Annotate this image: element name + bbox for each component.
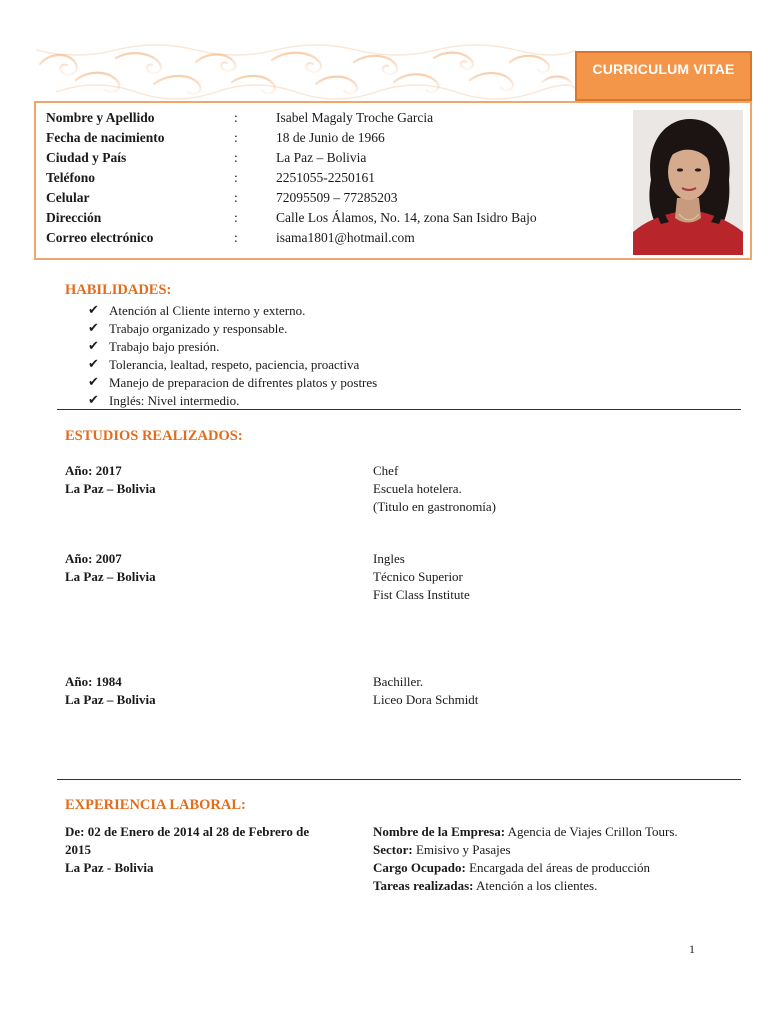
list-item: [88, 338, 588, 356]
study-year: Año: 2007: [65, 551, 122, 566]
decorative-swirl-banner: [36, 44, 576, 100]
personal-value: 2251055-2250161: [276, 170, 375, 185]
study-place: La Paz – Bolivia: [65, 481, 156, 496]
skill-text: Atención al Cliente interno y externo.: [109, 303, 306, 318]
personal-separator: :: [234, 110, 238, 125]
personal-value: Isabel Magaly Troche Garcia: [276, 110, 434, 125]
list-item: [88, 320, 588, 338]
experience-title: EXPERIENCIA LABORAL:: [65, 797, 246, 813]
personal-value: isama1801@hotmail.com: [276, 230, 415, 245]
skill-text: Trabajo organizado y responsable.: [109, 321, 288, 336]
study-entry-left: [65, 673, 156, 709]
list-item: [88, 392, 588, 410]
list-item: [88, 374, 588, 392]
personal-label: Fecha de nacimiento: [46, 130, 165, 145]
skill-text: Inglés: Nivel intermedio.: [109, 393, 240, 408]
list-item: [88, 302, 588, 320]
study-detail: Bachiller.: [373, 674, 424, 689]
study-detail: Técnico Superior: [373, 569, 463, 584]
experience-entry-left: [65, 823, 355, 877]
checkmark-icon: ✔: [88, 321, 99, 336]
detail-label: Sector:: [373, 842, 413, 857]
skills-list: [88, 302, 588, 410]
study-detail: Escuela hotelera.: [373, 481, 462, 496]
experience-detail-company: [373, 823, 678, 841]
skills-title: HABILIDADES:: [65, 282, 172, 298]
personal-separator: :: [234, 130, 238, 145]
detail-value: Atención a los clientes.: [473, 878, 598, 893]
personal-value: La Paz – Bolivia: [276, 150, 367, 165]
personal-label: Dirección: [46, 210, 102, 225]
detail-label: Tareas realizadas:: [373, 878, 474, 893]
detail-label: Cargo Ocupado:: [373, 860, 466, 875]
personal-separator: :: [234, 230, 238, 245]
experience-dates-cont: 2015: [65, 842, 91, 857]
study-detail: (Titulo en gastronomía): [373, 499, 497, 514]
personal-label: Ciudad y País: [46, 150, 127, 165]
experience-dates: De: 02 de Enero de 2014 al 28 de Febrero de: [65, 824, 310, 839]
profile-photo: [633, 110, 743, 255]
personal-label: Nombre y Apellido: [46, 110, 155, 125]
personal-separator: :: [234, 190, 238, 205]
personal-info-box: [34, 101, 752, 260]
study-entry-left: [65, 550, 156, 586]
personal-value: 72095509 – 77285203: [276, 190, 398, 205]
personal-label: Correo electrónico: [46, 230, 154, 245]
experience-detail-position: [373, 859, 678, 877]
experience-place: La Paz - Bolivia: [65, 860, 154, 875]
skill-text: Trabajo bajo presión.: [109, 339, 220, 354]
study-place: La Paz – Bolivia: [65, 692, 156, 707]
skill-text: Manejo de preparacion de difrentes platos y postres: [109, 375, 378, 390]
study-detail: Fist Class Institute: [373, 587, 470, 602]
checkmark-icon: ✔: [88, 375, 99, 390]
list-item: [88, 356, 588, 374]
detail-label: Nombre de la Empresa:: [373, 824, 506, 839]
study-year: Año: 1984: [65, 674, 122, 689]
detail-value: Agencia de Viajes Crillon Tours.: [505, 824, 678, 839]
study-year: Año: 2017: [65, 463, 122, 478]
cv-title-banner: [575, 51, 752, 101]
study-place: La Paz – Bolivia: [65, 569, 156, 584]
checkmark-icon: ✔: [88, 393, 99, 408]
cv-title: CURRICULUM VITAE: [592, 61, 735, 77]
study-detail: Ingles: [373, 551, 405, 566]
study-entry-right: [373, 462, 496, 516]
study-entry-left: [65, 462, 156, 498]
checkmark-icon: ✔: [88, 339, 99, 354]
section-divider: [57, 409, 741, 410]
detail-value: Emisivo y Pasajes: [412, 842, 511, 857]
page-number: 1: [689, 942, 695, 956]
checkmark-icon: ✔: [88, 303, 99, 318]
skill-text: Tolerancia, lealtad, respeto, paciencia, proactiva: [109, 357, 360, 372]
personal-separator: :: [234, 170, 238, 185]
detail-value: Encargada del áreas de producción: [465, 860, 651, 875]
study-detail: Chef: [373, 463, 399, 478]
study-entry-right: [373, 673, 478, 709]
personal-label: Celular: [46, 190, 90, 205]
experience-detail-tasks: [373, 877, 678, 895]
personal-label: Teléfono: [46, 170, 96, 185]
personal-value: Calle Los Álamos, No. 14, zona San Isidro Bajo: [276, 210, 537, 225]
personal-value: 18 de Junio de 1966: [276, 130, 385, 145]
experience-detail-sector: [373, 841, 678, 859]
section-divider: [57, 779, 741, 780]
study-entry-right: [373, 550, 470, 604]
study-detail: Liceo Dora Schmidt: [373, 692, 479, 707]
personal-separator: :: [234, 210, 238, 225]
studies-title: ESTUDIOS REALIZADOS:: [65, 428, 243, 444]
checkmark-icon: ✔: [88, 357, 99, 372]
personal-separator: :: [234, 150, 238, 165]
experience-entry-right: [373, 823, 678, 895]
